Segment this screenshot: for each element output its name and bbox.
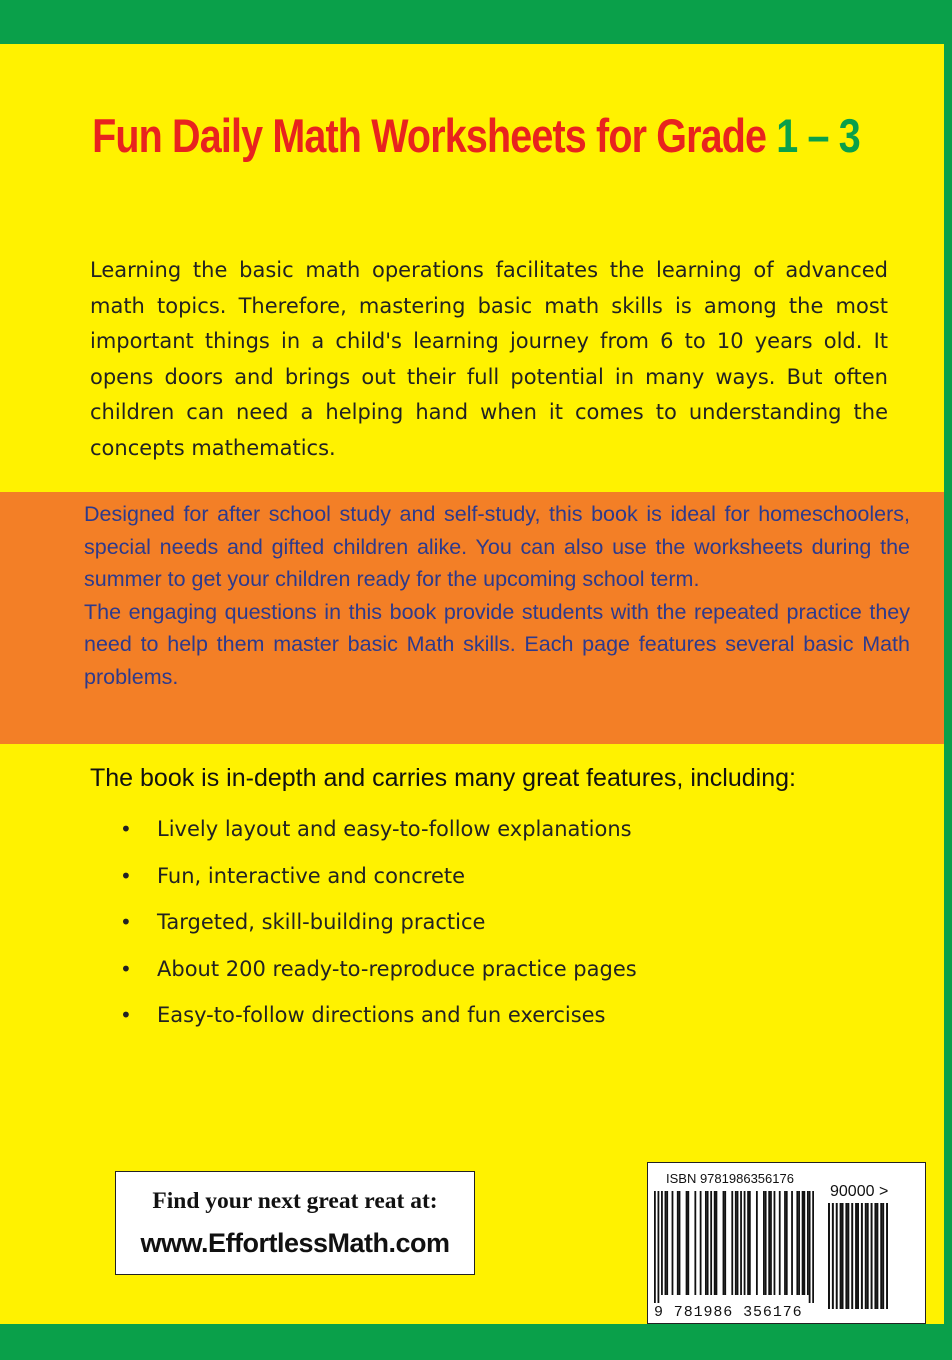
barcode-bar (740, 1191, 742, 1295)
barcode-bar (686, 1191, 688, 1295)
orange-panel-text (84, 498, 910, 693)
feature-text: Lively layout and easy-to-follow explanations (157, 817, 632, 841)
orange-paragraph-2: The engaging questions in this book provide students with the repeated practice they need to help them master basic Math skills. Each page features several basic Math problems. (84, 599, 910, 689)
promo-tagline: Find your next great reat at: (152, 1188, 438, 1214)
barcode-bar (654, 1191, 656, 1303)
barcode-bar (861, 1203, 863, 1309)
barcode-bar (832, 1203, 834, 1309)
barcode-bar (705, 1191, 707, 1295)
list-item (120, 957, 637, 1004)
barcode-bar (672, 1191, 674, 1295)
website-link[interactable]: www.EffortlessMath.com (140, 1228, 450, 1258)
barcode-bar (700, 1191, 702, 1295)
barcode-bar (723, 1191, 725, 1295)
feature-text: Easy-to-follow directions and fun exercises (157, 1003, 606, 1027)
list-item (120, 910, 637, 957)
isbn-label: ISBN 9781986356176 (666, 1171, 794, 1186)
price-code: 90000 > (830, 1183, 889, 1200)
barcode-bar (840, 1203, 842, 1309)
list-item (120, 864, 637, 911)
barcode-bar (661, 1191, 663, 1295)
barcode-bar (714, 1191, 716, 1295)
barcode-bar (803, 1191, 805, 1295)
barcode-bar (724, 1191, 726, 1295)
right-green-stripe (944, 44, 952, 1324)
barcode-bar (737, 1191, 739, 1295)
barcode-bar (812, 1191, 814, 1303)
barcode-bar (798, 1191, 800, 1295)
barcode-bar (658, 1191, 660, 1303)
barcode-bar (796, 1191, 798, 1295)
bottom-green-band (0, 1324, 952, 1360)
bullet-icon: • (120, 910, 132, 934)
orange-paragraph-1: Designed for after school study and self-study, this book is ideal for homeschoolers, special needs and gifted children alike. You can also use the worksheets during the summer to get your children ready for the upcoming school term. (84, 502, 910, 591)
barcode-bar (855, 1203, 857, 1309)
barcode-bar (874, 1203, 876, 1309)
website-promo-box (115, 1171, 475, 1275)
barcode-bar (828, 1203, 830, 1309)
bullet-icon: • (120, 863, 132, 888)
barcode-bar (687, 1191, 689, 1295)
title-main: Fun Daily Math Worksheets for Grade (92, 109, 777, 162)
barcode-bar (876, 1203, 878, 1309)
barcode-bar (707, 1191, 709, 1295)
features-heading: The book is in-depth and carries many great features, including: (90, 764, 796, 792)
barcode-bar (747, 1191, 749, 1295)
top-green-band (0, 0, 952, 44)
barcode-bar (763, 1191, 765, 1295)
barcode-bar (842, 1203, 844, 1309)
barcode-bar (802, 1191, 804, 1295)
barcode-bar (665, 1191, 667, 1295)
feature-text: Fun, interactive and concrete (157, 863, 466, 888)
bullet-icon: • (120, 1003, 132, 1027)
intro-paragraph: Learning the basic math operations facilitates the learning of advanced math topics. Therefore, mastering basic math skills is among the most important things in a child's learning journey from 6 to 10 years old. It opens doors and brings out their full potential in many ways. But often children can need a helping hand when it comes to understanding the concepts mathematics. (90, 258, 888, 460)
feature-text: About 200 ready-to-reproduce practice pages (157, 956, 637, 981)
bullet-icon: • (120, 956, 132, 981)
barcode-bar (679, 1191, 681, 1295)
barcode-bar (851, 1203, 853, 1309)
barcode-bar (779, 1191, 781, 1295)
isbn-barcode (647, 1162, 926, 1324)
barcode-bar (865, 1203, 867, 1309)
barcode-addon-bars (828, 1203, 888, 1309)
barcode-bar (756, 1191, 758, 1295)
barcode-bar (768, 1191, 770, 1295)
barcode-bar (735, 1191, 737, 1295)
list-item (120, 817, 637, 864)
title-grade: 1 – 3 (776, 109, 860, 162)
barcode-bar (880, 1203, 882, 1309)
barcode-bar (791, 1191, 793, 1295)
feature-text: Targeted, skill-building practice (157, 910, 486, 934)
barcode-bar (882, 1203, 884, 1309)
barcode-bar (694, 1191, 696, 1295)
list-item (120, 1003, 637, 1050)
barcode-bar (867, 1203, 869, 1309)
barcode-bar (784, 1191, 786, 1295)
feature-list (120, 817, 637, 1050)
barcode-digits: 9 781986 356176 (654, 1304, 803, 1321)
barcode-bar (857, 1203, 859, 1309)
barcode-bar (666, 1191, 668, 1295)
barcode-bar (716, 1191, 718, 1295)
barcode-bar (677, 1191, 679, 1295)
barcode-bar (871, 1203, 873, 1309)
barcode-bar (809, 1191, 811, 1303)
barcode-bar (886, 1203, 888, 1309)
barcode-bar (749, 1191, 751, 1295)
barcode-bar (847, 1203, 849, 1309)
barcode-bar (786, 1191, 788, 1295)
barcode-bar (836, 1203, 838, 1309)
barcode-bar (765, 1191, 767, 1295)
barcode-bar (770, 1191, 772, 1295)
barcode-bar (845, 1203, 847, 1309)
barcode-main-bars (654, 1191, 814, 1303)
barcode-bar (710, 1191, 712, 1295)
barcode-bar (731, 1191, 733, 1295)
bullet-icon: • (120, 817, 132, 841)
barcode-bar (774, 1191, 776, 1295)
barcode-bar (744, 1191, 746, 1295)
barcode-bar (807, 1191, 809, 1295)
book-title (76, 108, 876, 163)
